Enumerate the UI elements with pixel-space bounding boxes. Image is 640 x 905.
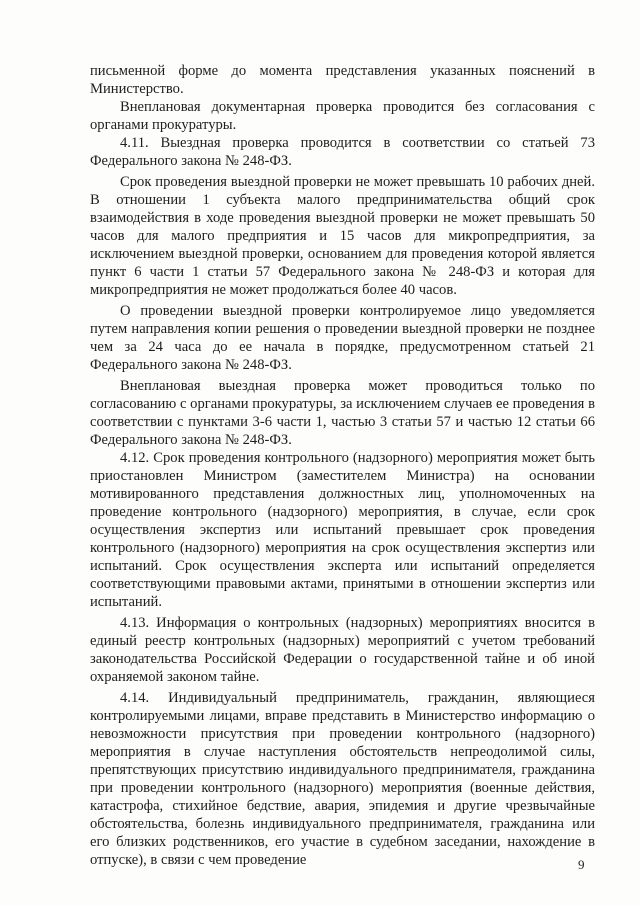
paragraph-4-13: 4.13. Информация о контрольных (надзорных) мероприятиях вносится в единый реестр контрольных (надзорных) мероприятий с учетом требований законодательства Российской Федерации о государственной тайне и об иной охраняемой законом тайне. xyxy=(90,615,595,685)
paragraph-4-11: 4.11. Выездная проверка проводится в соответствии со статьей 73 Федерального закона № 248-ФЗ. xyxy=(90,135,595,169)
paragraph-4-14: 4.14. Индивидуальный предприниматель, гражданин, являющиеся контролируемыми лицами, вправе представить в Министерство информацию о невозможности присутствия при проведении контрольного (надзорного) мероприятия в случае наступления обстоятельств непреодолимой силы, препятствующих присутствию индивидуального предпринимателя, гражданина при проведении контрольного (надзорного) мероприятия (военные действия, катастрофа, стихийное бедствие, авария, эпидемия и другие чрезвычайные обстоятельства, болезнь индивидуального предпринимателя, гражданина или его близких родственников, его участие в судебном заседании, нахождение в отпуске), в связи с чем проведение xyxy=(90,690,595,868)
paragraph-onsite-check-duration: Срок проведения выездной проверки не может превышать 10 рабочих дней. В отношении 1 субъекта малого предпринимательства общий срок взаимодействия в ходе проведения выездной проверки не может превышать 50 часов для малого предприятия и 15 часов для микропредприятия, за исключением выездной проверки, основанием для проведения которой является пункт 6 части 1 статьи 57 Федерального закона № 248-ФЗ и которая для микропредприятия не может продолжаться более 40 часов. xyxy=(90,174,595,298)
paragraph-4-12: 4.12. Срок проведения контрольного (надзорного) мероприятия может быть приостановлен Министром (заместителем Министра) на основании мотивированного представления должностных лиц, уполномоченных на проведение контрольного (надзорного) мероприятия, в случае, если срок осуществления экспертиз или испытаний превышает срок проведения контрольного (надзорного) мероприятия на срок осуществления экспертиз или испытаний. Срок осуществления эксперта или испытаний определяется соответствующими правовыми актами, принятыми в отношении экспертиз или испытаний. xyxy=(90,450,595,610)
paragraph-continuation: письменной форме до момента представления указанных пояснений в Министерство. xyxy=(90,63,595,97)
page-number: 9 xyxy=(578,857,585,872)
paragraph-onsite-check-notification: О проведении выездной проверки контролируемое лицо уведомляется путем направления копии решения о проведении выездной проверки не позднее чем за 24 часа до ее начала в порядке, предусмотренном статьей 21 Федерального закона № 248-ФЗ. xyxy=(90,303,595,373)
paragraph-unscheduled-documentary-check: Внеплановая документарная проверка проводится без согласования с органами прокуратуры. xyxy=(90,99,595,133)
document-body xyxy=(90,62,595,869)
paragraph-unscheduled-onsite-check: Внеплановая выездная проверка может проводиться только по согласованию с органами прокуратуры, за исключением случаев ее проведения в соответствии с пунктами 3-6 части 1, частью 3 статьи 57 и частью 12 статьи 66 Федерального закона № 248-ФЗ. xyxy=(90,378,595,448)
